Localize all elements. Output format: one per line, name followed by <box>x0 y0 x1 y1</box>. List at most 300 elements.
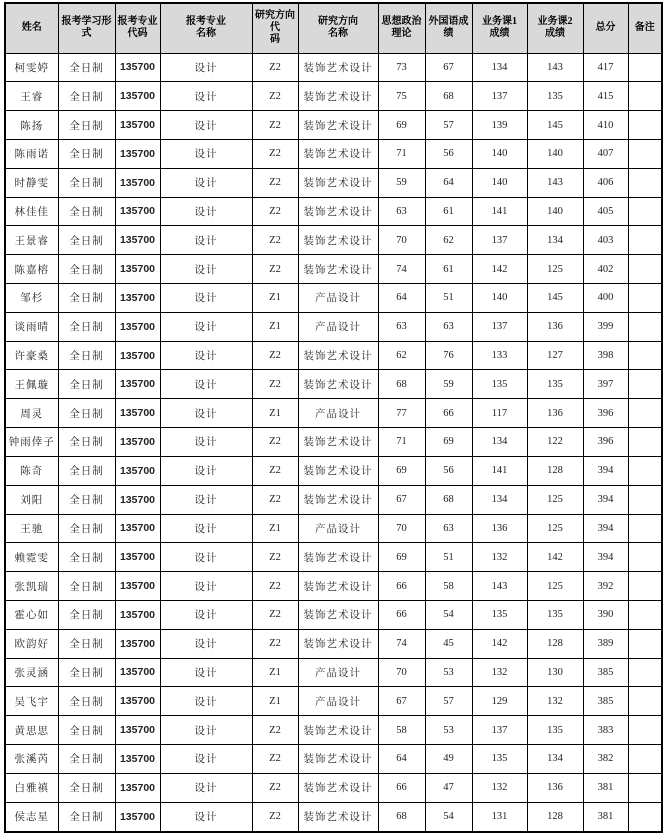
cell-direction_name: 装饰艺术设计 <box>298 802 378 832</box>
cell-politics: 67 <box>378 687 425 716</box>
table-row <box>5 485 662 514</box>
cell-direction_name: 装饰艺术设计 <box>298 197 378 226</box>
cell-foreign_lang: 66 <box>425 399 472 428</box>
cell-study_form: 全日制 <box>58 111 115 140</box>
cell-study_form: 全日制 <box>58 341 115 370</box>
cell-major_code: 135700 <box>115 658 160 687</box>
cell-name: 林佳佳 <box>5 197 58 226</box>
cell-study_form: 全日制 <box>58 572 115 601</box>
cell-remarks <box>628 802 662 832</box>
table-row <box>5 716 662 745</box>
cell-direction_name: 装饰艺术设计 <box>298 370 378 399</box>
cell-remarks <box>628 658 662 687</box>
cell-course2: 125 <box>527 514 583 543</box>
cell-direction_code: Z2 <box>252 485 298 514</box>
cell-course2: 142 <box>527 543 583 572</box>
cell-major_name: 设计 <box>160 255 252 284</box>
cell-remarks <box>628 716 662 745</box>
cell-foreign_lang: 68 <box>425 485 472 514</box>
cell-total: 392 <box>583 572 628 601</box>
cell-direction_code: Z2 <box>252 53 298 82</box>
cell-major_name: 设计 <box>160 773 252 802</box>
cell-foreign_lang: 64 <box>425 168 472 197</box>
cell-remarks <box>628 82 662 111</box>
cell-total: 382 <box>583 745 628 774</box>
cell-direction_name: 产品设计 <box>298 514 378 543</box>
cell-study_form: 全日制 <box>58 716 115 745</box>
cell-total: 415 <box>583 82 628 111</box>
cell-remarks <box>628 255 662 284</box>
cell-foreign_lang: 56 <box>425 139 472 168</box>
cell-study_form: 全日制 <box>58 802 115 832</box>
cell-course2: 125 <box>527 255 583 284</box>
cell-major_name: 设计 <box>160 716 252 745</box>
cell-remarks <box>628 745 662 774</box>
cell-remarks <box>628 312 662 341</box>
cell-major_code: 135700 <box>115 600 160 629</box>
cell-foreign_lang: 69 <box>425 428 472 457</box>
cell-course2: 127 <box>527 341 583 370</box>
cell-name: 陈嘉榕 <box>5 255 58 284</box>
cell-course1: 134 <box>472 428 527 457</box>
cell-major_code: 135700 <box>115 226 160 255</box>
cell-direction_code: Z2 <box>252 341 298 370</box>
cell-total: 390 <box>583 600 628 629</box>
cell-total: 383 <box>583 716 628 745</box>
cell-name: 陈雨诺 <box>5 139 58 168</box>
cell-foreign_lang: 62 <box>425 226 472 255</box>
cell-major_code: 135700 <box>115 572 160 601</box>
cell-direction_code: Z2 <box>252 139 298 168</box>
cell-course2: 135 <box>527 370 583 399</box>
cell-course2: 134 <box>527 745 583 774</box>
cell-major_name: 设计 <box>160 543 252 572</box>
cell-politics: 69 <box>378 111 425 140</box>
cell-politics: 59 <box>378 168 425 197</box>
cell-major_code: 135700 <box>115 514 160 543</box>
cell-foreign_lang: 54 <box>425 802 472 832</box>
cell-course2: 143 <box>527 168 583 197</box>
cell-major_name: 设计 <box>160 139 252 168</box>
cell-course2: 128 <box>527 802 583 832</box>
table-row <box>5 168 662 197</box>
cell-study_form: 全日制 <box>58 773 115 802</box>
cell-study_form: 全日制 <box>58 428 115 457</box>
cell-remarks <box>628 139 662 168</box>
cell-study_form: 全日制 <box>58 456 115 485</box>
cell-politics: 69 <box>378 456 425 485</box>
cell-total: 394 <box>583 543 628 572</box>
cell-remarks <box>628 629 662 658</box>
cell-total: 397 <box>583 370 628 399</box>
cell-name: 张溪芮 <box>5 745 58 774</box>
cell-major_code: 135700 <box>115 456 160 485</box>
cell-course1: 141 <box>472 197 527 226</box>
cell-total: 417 <box>583 53 628 82</box>
cell-major_code: 135700 <box>115 485 160 514</box>
cell-course1: 135 <box>472 600 527 629</box>
cell-remarks <box>628 197 662 226</box>
cell-course1: 137 <box>472 312 527 341</box>
cell-foreign_lang: 53 <box>425 658 472 687</box>
cell-course2: 140 <box>527 139 583 168</box>
cell-major_name: 设计 <box>160 514 252 543</box>
cell-course2: 145 <box>527 111 583 140</box>
cell-remarks <box>628 572 662 601</box>
cell-course1: 142 <box>472 629 527 658</box>
cell-course2: 125 <box>527 485 583 514</box>
cell-course2: 135 <box>527 600 583 629</box>
cell-direction_code: Z2 <box>252 572 298 601</box>
column-header-politics: 思想政治 理论 <box>378 3 425 53</box>
cell-course2: 140 <box>527 197 583 226</box>
column-header-major_name: 报考专业 名称 <box>160 3 252 53</box>
cell-major_code: 135700 <box>115 111 160 140</box>
cell-major_name: 设计 <box>160 312 252 341</box>
cell-direction_code: Z2 <box>252 82 298 111</box>
cell-course1: 117 <box>472 399 527 428</box>
cell-name: 赖霓雯 <box>5 543 58 572</box>
cell-study_form: 全日制 <box>58 543 115 572</box>
cell-direction_name: 产品设计 <box>298 658 378 687</box>
cell-name: 时静雯 <box>5 168 58 197</box>
cell-politics: 70 <box>378 226 425 255</box>
cell-name: 吴飞宇 <box>5 687 58 716</box>
cell-remarks <box>628 773 662 802</box>
cell-total: 396 <box>583 399 628 428</box>
table-row <box>5 53 662 82</box>
table-row <box>5 255 662 284</box>
cell-major_name: 设计 <box>160 111 252 140</box>
cell-direction_code: Z2 <box>252 773 298 802</box>
cell-major_name: 设计 <box>160 485 252 514</box>
cell-direction_code: Z1 <box>252 687 298 716</box>
cell-direction_code: Z2 <box>252 716 298 745</box>
header-row <box>5 3 662 53</box>
column-header-name: 姓名 <box>5 3 58 53</box>
cell-foreign_lang: 45 <box>425 629 472 658</box>
cell-remarks <box>628 514 662 543</box>
cell-course2: 134 <box>527 226 583 255</box>
cell-course1: 135 <box>472 745 527 774</box>
cell-politics: 70 <box>378 658 425 687</box>
cell-major_name: 设计 <box>160 456 252 485</box>
column-header-foreign_lang: 外国语成 绩 <box>425 3 472 53</box>
cell-total: 402 <box>583 255 628 284</box>
cell-major_code: 135700 <box>115 399 160 428</box>
cell-course2: 136 <box>527 399 583 428</box>
cell-foreign_lang: 49 <box>425 745 472 774</box>
cell-total: 400 <box>583 284 628 313</box>
cell-study_form: 全日制 <box>58 139 115 168</box>
cell-major_code: 135700 <box>115 629 160 658</box>
cell-study_form: 全日制 <box>58 745 115 774</box>
cell-total: 405 <box>583 197 628 226</box>
cell-name: 王睿 <box>5 82 58 111</box>
cell-study_form: 全日制 <box>58 82 115 111</box>
cell-major_name: 设计 <box>160 600 252 629</box>
cell-course1: 136 <box>472 514 527 543</box>
cell-course2: 125 <box>527 572 583 601</box>
cell-total: 381 <box>583 773 628 802</box>
cell-direction_code: Z2 <box>252 802 298 832</box>
cell-course1: 137 <box>472 716 527 745</box>
cell-name: 王景睿 <box>5 226 58 255</box>
column-header-course2: 业务课2 成绩 <box>527 3 583 53</box>
cell-direction_code: Z2 <box>252 629 298 658</box>
cell-course1: 135 <box>472 370 527 399</box>
cell-study_form: 全日制 <box>58 226 115 255</box>
cell-remarks <box>628 456 662 485</box>
cell-direction_code: Z2 <box>252 255 298 284</box>
cell-major_name: 设计 <box>160 226 252 255</box>
cell-major_code: 135700 <box>115 687 160 716</box>
cell-course1: 140 <box>472 168 527 197</box>
table-row <box>5 226 662 255</box>
cell-direction_name: 产品设计 <box>298 399 378 428</box>
cell-course2: 128 <box>527 629 583 658</box>
cell-direction_code: Z2 <box>252 197 298 226</box>
cell-study_form: 全日制 <box>58 514 115 543</box>
cell-major_name: 设计 <box>160 341 252 370</box>
cell-name: 谈雨晴 <box>5 312 58 341</box>
cell-direction_name: 装饰艺术设计 <box>298 629 378 658</box>
cell-major_code: 135700 <box>115 543 160 572</box>
cell-major_code: 135700 <box>115 341 160 370</box>
cell-study_form: 全日制 <box>58 168 115 197</box>
cell-course2: 130 <box>527 658 583 687</box>
cell-foreign_lang: 51 <box>425 543 472 572</box>
cell-study_form: 全日制 <box>58 370 115 399</box>
cell-total: 389 <box>583 629 628 658</box>
cell-total: 406 <box>583 168 628 197</box>
cell-foreign_lang: 57 <box>425 111 472 140</box>
cell-study_form: 全日制 <box>58 629 115 658</box>
cell-major_code: 135700 <box>115 53 160 82</box>
cell-study_form: 全日制 <box>58 658 115 687</box>
table-row <box>5 600 662 629</box>
cell-politics: 63 <box>378 312 425 341</box>
cell-course1: 133 <box>472 341 527 370</box>
column-header-direction_name: 研究方向 名称 <box>298 3 378 53</box>
cell-total: 394 <box>583 485 628 514</box>
cell-name: 周灵 <box>5 399 58 428</box>
cell-direction_name: 装饰艺术设计 <box>298 485 378 514</box>
cell-total: 396 <box>583 428 628 457</box>
cell-total: 394 <box>583 514 628 543</box>
cell-course1: 134 <box>472 485 527 514</box>
cell-name: 刘阳 <box>5 485 58 514</box>
cell-course2: 132 <box>527 687 583 716</box>
cell-direction_code: Z2 <box>252 543 298 572</box>
cell-course1: 139 <box>472 111 527 140</box>
cell-course1: 129 <box>472 687 527 716</box>
cell-direction_name: 装饰艺术设计 <box>298 428 378 457</box>
table-row <box>5 284 662 313</box>
table-row <box>5 341 662 370</box>
cell-major_name: 设计 <box>160 428 252 457</box>
cell-major_code: 135700 <box>115 255 160 284</box>
cell-direction_name: 装饰艺术设计 <box>298 168 378 197</box>
cell-course1: 143 <box>472 572 527 601</box>
cell-remarks <box>628 399 662 428</box>
table-row <box>5 629 662 658</box>
cell-foreign_lang: 67 <box>425 53 472 82</box>
table-row <box>5 197 662 226</box>
cell-foreign_lang: 68 <box>425 82 472 111</box>
cell-direction_name: 装饰艺术设计 <box>298 572 378 601</box>
cell-major_code: 135700 <box>115 802 160 832</box>
cell-foreign_lang: 63 <box>425 312 472 341</box>
cell-direction_code: Z2 <box>252 745 298 774</box>
cell-politics: 63 <box>378 197 425 226</box>
cell-direction_name: 装饰艺术设计 <box>298 600 378 629</box>
cell-direction_name: 装饰艺术设计 <box>298 111 378 140</box>
cell-remarks <box>628 687 662 716</box>
table-row <box>5 111 662 140</box>
cell-direction_name: 装饰艺术设计 <box>298 773 378 802</box>
cell-foreign_lang: 57 <box>425 687 472 716</box>
cell-major_code: 135700 <box>115 745 160 774</box>
table-row <box>5 543 662 572</box>
cell-total: 410 <box>583 111 628 140</box>
cell-major_name: 设计 <box>160 687 252 716</box>
cell-total: 407 <box>583 139 628 168</box>
cell-study_form: 全日制 <box>58 255 115 284</box>
cell-politics: 64 <box>378 745 425 774</box>
column-header-direction_code: 研究方向代 码 <box>252 3 298 53</box>
cell-major_name: 设计 <box>160 802 252 832</box>
cell-course2: 135 <box>527 716 583 745</box>
cell-name: 霍心如 <box>5 600 58 629</box>
cell-course2: 136 <box>527 312 583 341</box>
cell-direction_code: Z2 <box>252 600 298 629</box>
cell-name: 许豪桑 <box>5 341 58 370</box>
cell-direction_code: Z2 <box>252 111 298 140</box>
cell-direction_name: 装饰艺术设计 <box>298 53 378 82</box>
cell-direction_code: Z2 <box>252 456 298 485</box>
cell-direction_code: Z2 <box>252 168 298 197</box>
cell-course1: 140 <box>472 139 527 168</box>
cell-major_code: 135700 <box>115 312 160 341</box>
cell-major_name: 设计 <box>160 658 252 687</box>
table-row <box>5 687 662 716</box>
cell-study_form: 全日制 <box>58 312 115 341</box>
cell-direction_name: 产品设计 <box>298 312 378 341</box>
column-header-course1: 业务课1 成绩 <box>472 3 527 53</box>
cell-course1: 140 <box>472 284 527 313</box>
cell-foreign_lang: 47 <box>425 773 472 802</box>
cell-course1: 132 <box>472 773 527 802</box>
cell-remarks <box>628 53 662 82</box>
cell-politics: 71 <box>378 428 425 457</box>
cell-study_form: 全日制 <box>58 687 115 716</box>
cell-major_code: 135700 <box>115 284 160 313</box>
cell-foreign_lang: 61 <box>425 197 472 226</box>
cell-remarks <box>628 168 662 197</box>
cell-major_name: 设计 <box>160 399 252 428</box>
cell-name: 白雅禛 <box>5 773 58 802</box>
cell-major_code: 135700 <box>115 197 160 226</box>
cell-direction_name: 装饰艺术设计 <box>298 543 378 572</box>
cell-course2: 135 <box>527 82 583 111</box>
cell-total: 394 <box>583 456 628 485</box>
cell-remarks <box>628 370 662 399</box>
table-row <box>5 399 662 428</box>
cell-politics: 69 <box>378 543 425 572</box>
cell-name: 黄思思 <box>5 716 58 745</box>
table-row <box>5 82 662 111</box>
cell-politics: 75 <box>378 82 425 111</box>
table-row <box>5 370 662 399</box>
cell-study_form: 全日制 <box>58 485 115 514</box>
cell-foreign_lang: 61 <box>425 255 472 284</box>
cell-major_code: 135700 <box>115 773 160 802</box>
cell-total: 385 <box>583 658 628 687</box>
cell-name: 邹杉 <box>5 284 58 313</box>
cell-study_form: 全日制 <box>58 600 115 629</box>
cell-course1: 132 <box>472 658 527 687</box>
cell-course2: 145 <box>527 284 583 313</box>
cell-direction_name: 产品设计 <box>298 687 378 716</box>
column-header-study_form: 报考学习形 式 <box>58 3 115 53</box>
table-row <box>5 312 662 341</box>
column-header-total: 总分 <box>583 3 628 53</box>
cell-direction_name: 装饰艺术设计 <box>298 456 378 485</box>
cell-major_name: 设计 <box>160 82 252 111</box>
table-row <box>5 802 662 832</box>
cell-total: 403 <box>583 226 628 255</box>
table-row <box>5 773 662 802</box>
cell-direction_code: Z2 <box>252 428 298 457</box>
table-row <box>5 514 662 543</box>
cell-direction_code: Z1 <box>252 284 298 313</box>
cell-politics: 58 <box>378 716 425 745</box>
cell-name: 欧韵好 <box>5 629 58 658</box>
cell-politics: 74 <box>378 629 425 658</box>
cell-direction_code: Z2 <box>252 370 298 399</box>
table-row <box>5 572 662 601</box>
cell-politics: 66 <box>378 773 425 802</box>
cell-politics: 62 <box>378 341 425 370</box>
cell-politics: 66 <box>378 572 425 601</box>
cell-course2: 143 <box>527 53 583 82</box>
cell-major_code: 135700 <box>115 139 160 168</box>
table-row <box>5 139 662 168</box>
cell-name: 王驰 <box>5 514 58 543</box>
cell-name: 陈扬 <box>5 111 58 140</box>
cell-politics: 74 <box>378 255 425 284</box>
cell-course2: 122 <box>527 428 583 457</box>
cell-major_code: 135700 <box>115 168 160 197</box>
cell-foreign_lang: 56 <box>425 456 472 485</box>
cell-foreign_lang: 51 <box>425 284 472 313</box>
cell-direction_name: 装饰艺术设计 <box>298 139 378 168</box>
cell-foreign_lang: 63 <box>425 514 472 543</box>
cell-foreign_lang: 59 <box>425 370 472 399</box>
cell-remarks <box>628 341 662 370</box>
cell-course2: 136 <box>527 773 583 802</box>
cell-total: 381 <box>583 802 628 832</box>
cell-major_name: 设计 <box>160 284 252 313</box>
cell-remarks <box>628 485 662 514</box>
cell-study_form: 全日制 <box>58 53 115 82</box>
cell-foreign_lang: 58 <box>425 572 472 601</box>
table-row <box>5 745 662 774</box>
cell-study_form: 全日制 <box>58 197 115 226</box>
cell-study_form: 全日制 <box>58 284 115 313</box>
cell-major_name: 设计 <box>160 197 252 226</box>
